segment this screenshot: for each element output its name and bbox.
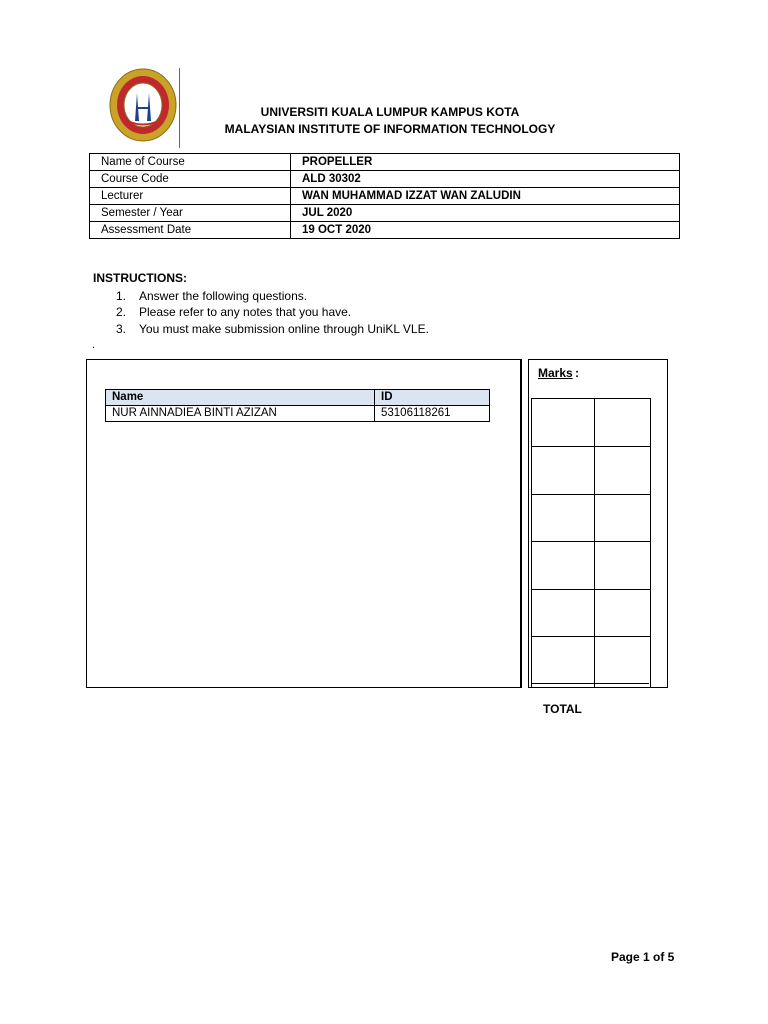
instruction-item: 2. Please refer to any notes that you have.	[116, 305, 352, 319]
institute-name: MALAYSIAN INSTITUTE OF INFORMATION TECHNOLOGY	[224, 122, 556, 136]
table-header-row	[106, 390, 490, 406]
table-row	[106, 406, 490, 422]
university-logo	[108, 67, 178, 143]
table-row	[90, 171, 680, 188]
student-id-cell: 53106118261	[375, 406, 490, 422]
semester-value: JUL 2020	[291, 205, 680, 222]
course-code-value: ALD 30302	[291, 171, 680, 188]
header-divider	[179, 68, 180, 148]
student-table	[105, 389, 490, 422]
instruction-item: 3. You must make submission online through UniKL VLE.	[116, 322, 429, 336]
grid-divider	[532, 636, 650, 637]
table-row	[90, 154, 680, 171]
table-row	[90, 205, 680, 222]
grid-divider	[532, 494, 650, 495]
course-code-label: Course Code	[90, 171, 291, 188]
marks-colon: :	[575, 366, 579, 380]
table-row	[90, 188, 680, 205]
marks-label: Marks	[538, 366, 573, 380]
university-name: UNIVERSITI KUALA LUMPUR KAMPUS KOTA	[260, 105, 520, 119]
instruction-item: 1. Answer the following questions.	[116, 289, 308, 303]
grid-divider	[532, 589, 650, 590]
total-double-line	[531, 683, 649, 684]
trailing-dot: .	[92, 339, 96, 351]
page-number: Page 1 of 5	[611, 950, 675, 964]
assessment-date-label: Assessment Date	[90, 222, 291, 239]
lecturer-value: WAN MUHAMMAD IZZAT WAN ZALUDIN	[291, 188, 680, 205]
marks-grid	[531, 398, 651, 688]
name-column-header: Name	[106, 390, 375, 406]
grid-divider	[594, 399, 595, 687]
grid-divider	[532, 541, 650, 542]
box-divider	[521, 359, 522, 688]
grid-divider	[532, 446, 650, 447]
total-label: TOTAL	[543, 702, 582, 716]
id-column-header: ID	[375, 390, 490, 406]
table-row	[90, 222, 680, 239]
semester-label: Semester / Year	[90, 205, 291, 222]
assessment-date-value: 19 OCT 2020	[291, 222, 680, 239]
instructions-heading: INSTRUCTIONS:	[93, 271, 187, 285]
course-info-table	[89, 153, 680, 239]
student-name-cell: NUR AINNADIEA BINTI AZIZAN	[106, 406, 375, 422]
lecturer-label: Lecturer	[90, 188, 291, 205]
course-name-value: PROPELLER	[291, 154, 680, 171]
course-name-label: Name of Course	[90, 154, 291, 171]
